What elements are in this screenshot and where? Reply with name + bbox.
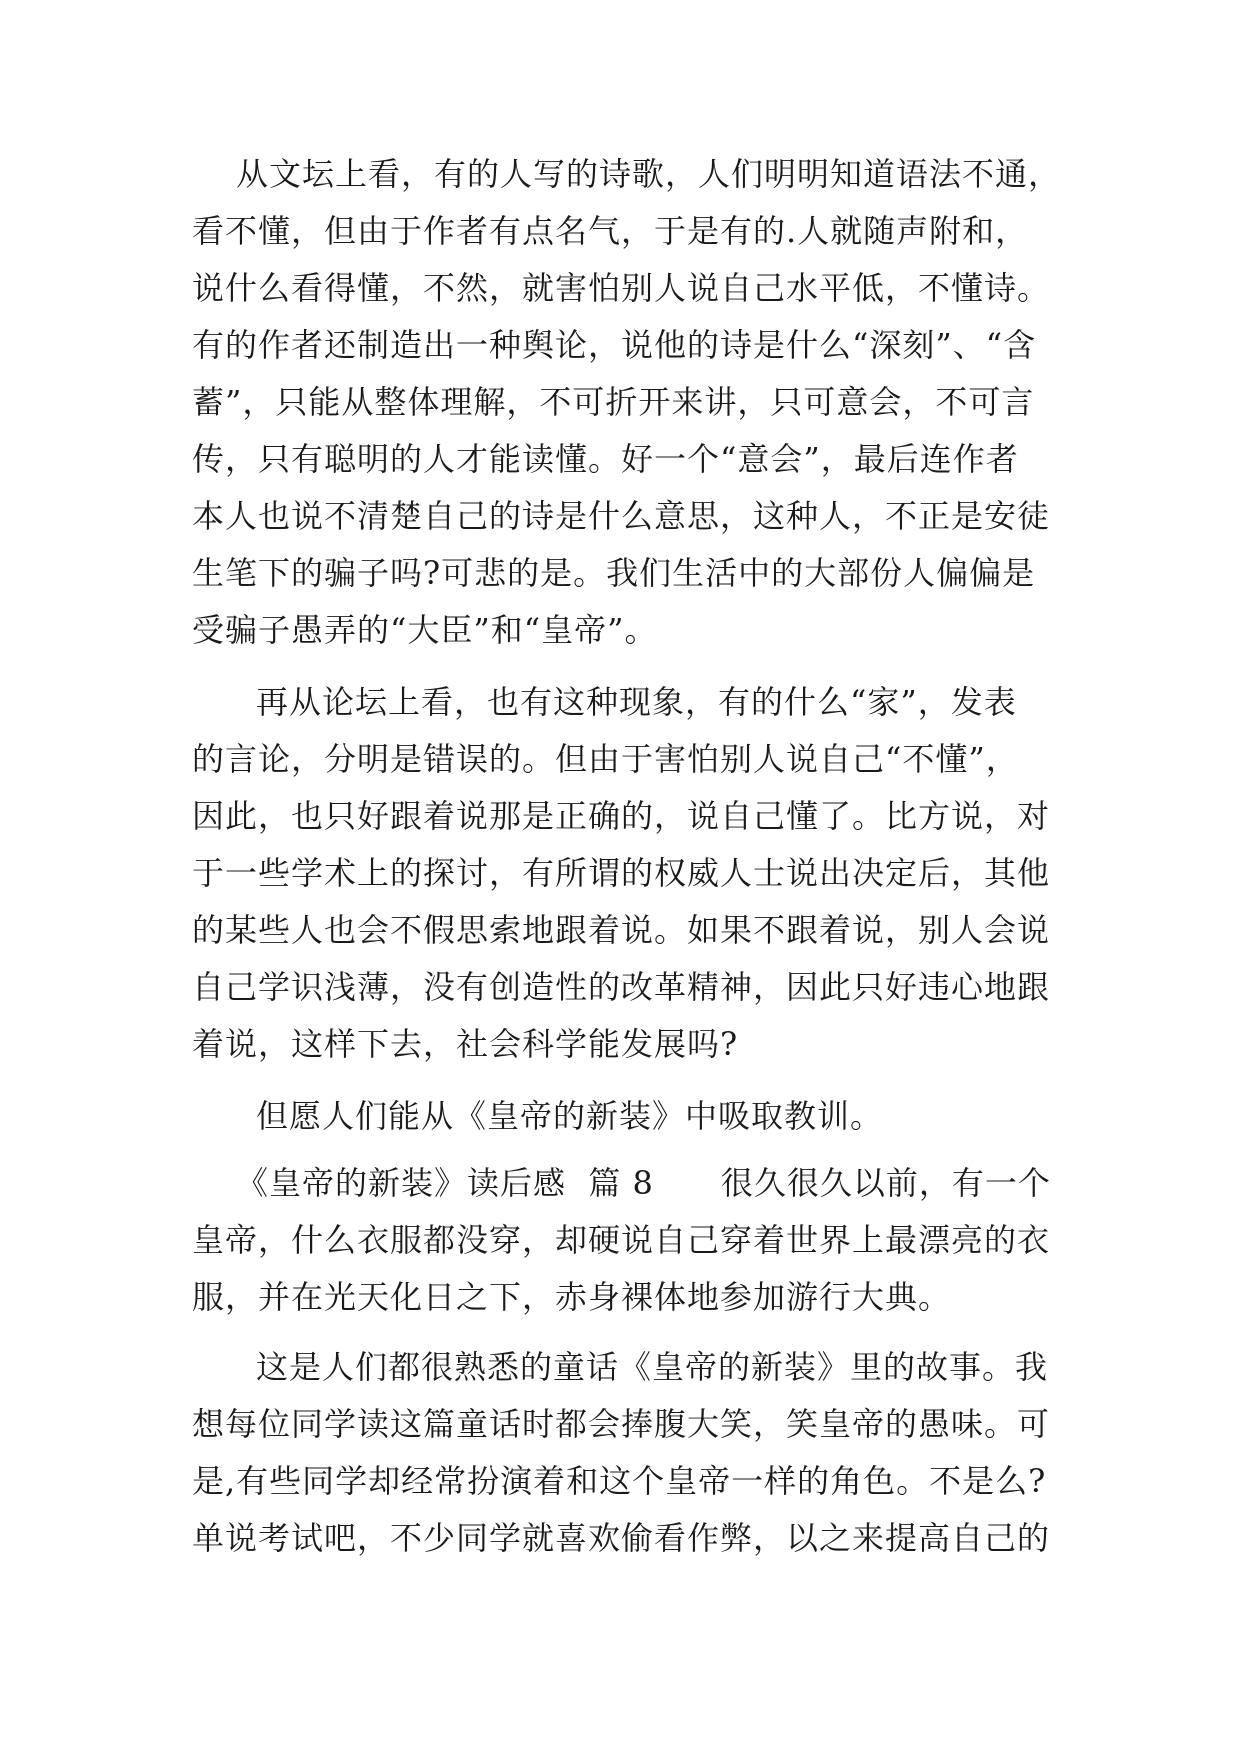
text-line: 的言论，分明是错误的。但由于害怕别人说自己“不懂”，	[192, 740, 1019, 778]
text-line: 传，只有聪明的人才能读懂。好一个“意会”，最后连作者	[192, 440, 1019, 478]
text-line: 这是人们都很熟悉的童话《皇帝的新装》里的故事。我	[256, 1348, 1049, 1386]
text-line: 受骗子愚弄的“大臣”和“皇帝”。	[192, 611, 658, 649]
text-line: 着说，这样下去，社会科学能发展吗?	[192, 1025, 739, 1063]
text-line: 但愿人们能从《皇帝的新装》中吸取教训。	[256, 1097, 884, 1135]
text-line: 《皇帝的新装》读后感 篇 8 很久很久以前，有一个	[236, 1164, 1051, 1202]
text-line: 本人也说不清楚自己的诗是什么意思，这种人，不正是安徒	[192, 497, 1051, 535]
text-line: 说什么看得懂，不然，就害怕别人说自己水平低，不懂诗。	[192, 269, 1051, 307]
text-line: 想每位同学读这篇童话时都会捧腹大笑，笑皇帝的愚味。可	[192, 1405, 1051, 1443]
text-line: 因此，也只好跟着说那是正确的，说自己懂了。比方说，对	[192, 797, 1051, 835]
text-line: 自己学识浅薄，没有创造性的改革精神，因此只好违心地跟	[192, 968, 1051, 1006]
text-line: 是,有些同学却经常扮演着和这个皇帝一样的角色。不是么?	[192, 1462, 1047, 1500]
text-line: 生笔下的骗子吗?可悲的是。我们生活中的大部份人偏偏是	[192, 554, 1036, 592]
text-line: 蓄”，只能从整体理解，不可折开来讲，只可意会，不可言	[192, 383, 1035, 421]
text-line: 单说考试吧，不少同学就喜欢偷看作弊，以之来提高自己的	[192, 1519, 1051, 1557]
text-line: 有的作者还制造出一种舆论，说他的诗是什么“深刻”、“含	[192, 326, 1037, 364]
text-line: 的某些人也会不假思索地跟着说。如果不跟着说，别人会说	[192, 911, 1051, 949]
text-line: 服，并在光天化日之下，赤身裸体地参加游行大典。	[192, 1278, 952, 1316]
text-line: 再从论坛上看，也有这种现象，有的什么“家”，发表	[256, 683, 1017, 721]
text-line: 从文坛上看，有的人写的诗歌，人们明明知道语法不通，	[236, 155, 1062, 193]
text-line: 皇帝，什么衣服都没穿，却硬说自己穿着世界上最漂亮的衣	[192, 1221, 1051, 1259]
text-line: 于一些学术上的探讨，有所谓的权威人士说出决定后，其他	[192, 854, 1051, 892]
text-line: 看不懂，但由于作者有点名气，于是有的.人就随声附和，	[192, 212, 1029, 250]
